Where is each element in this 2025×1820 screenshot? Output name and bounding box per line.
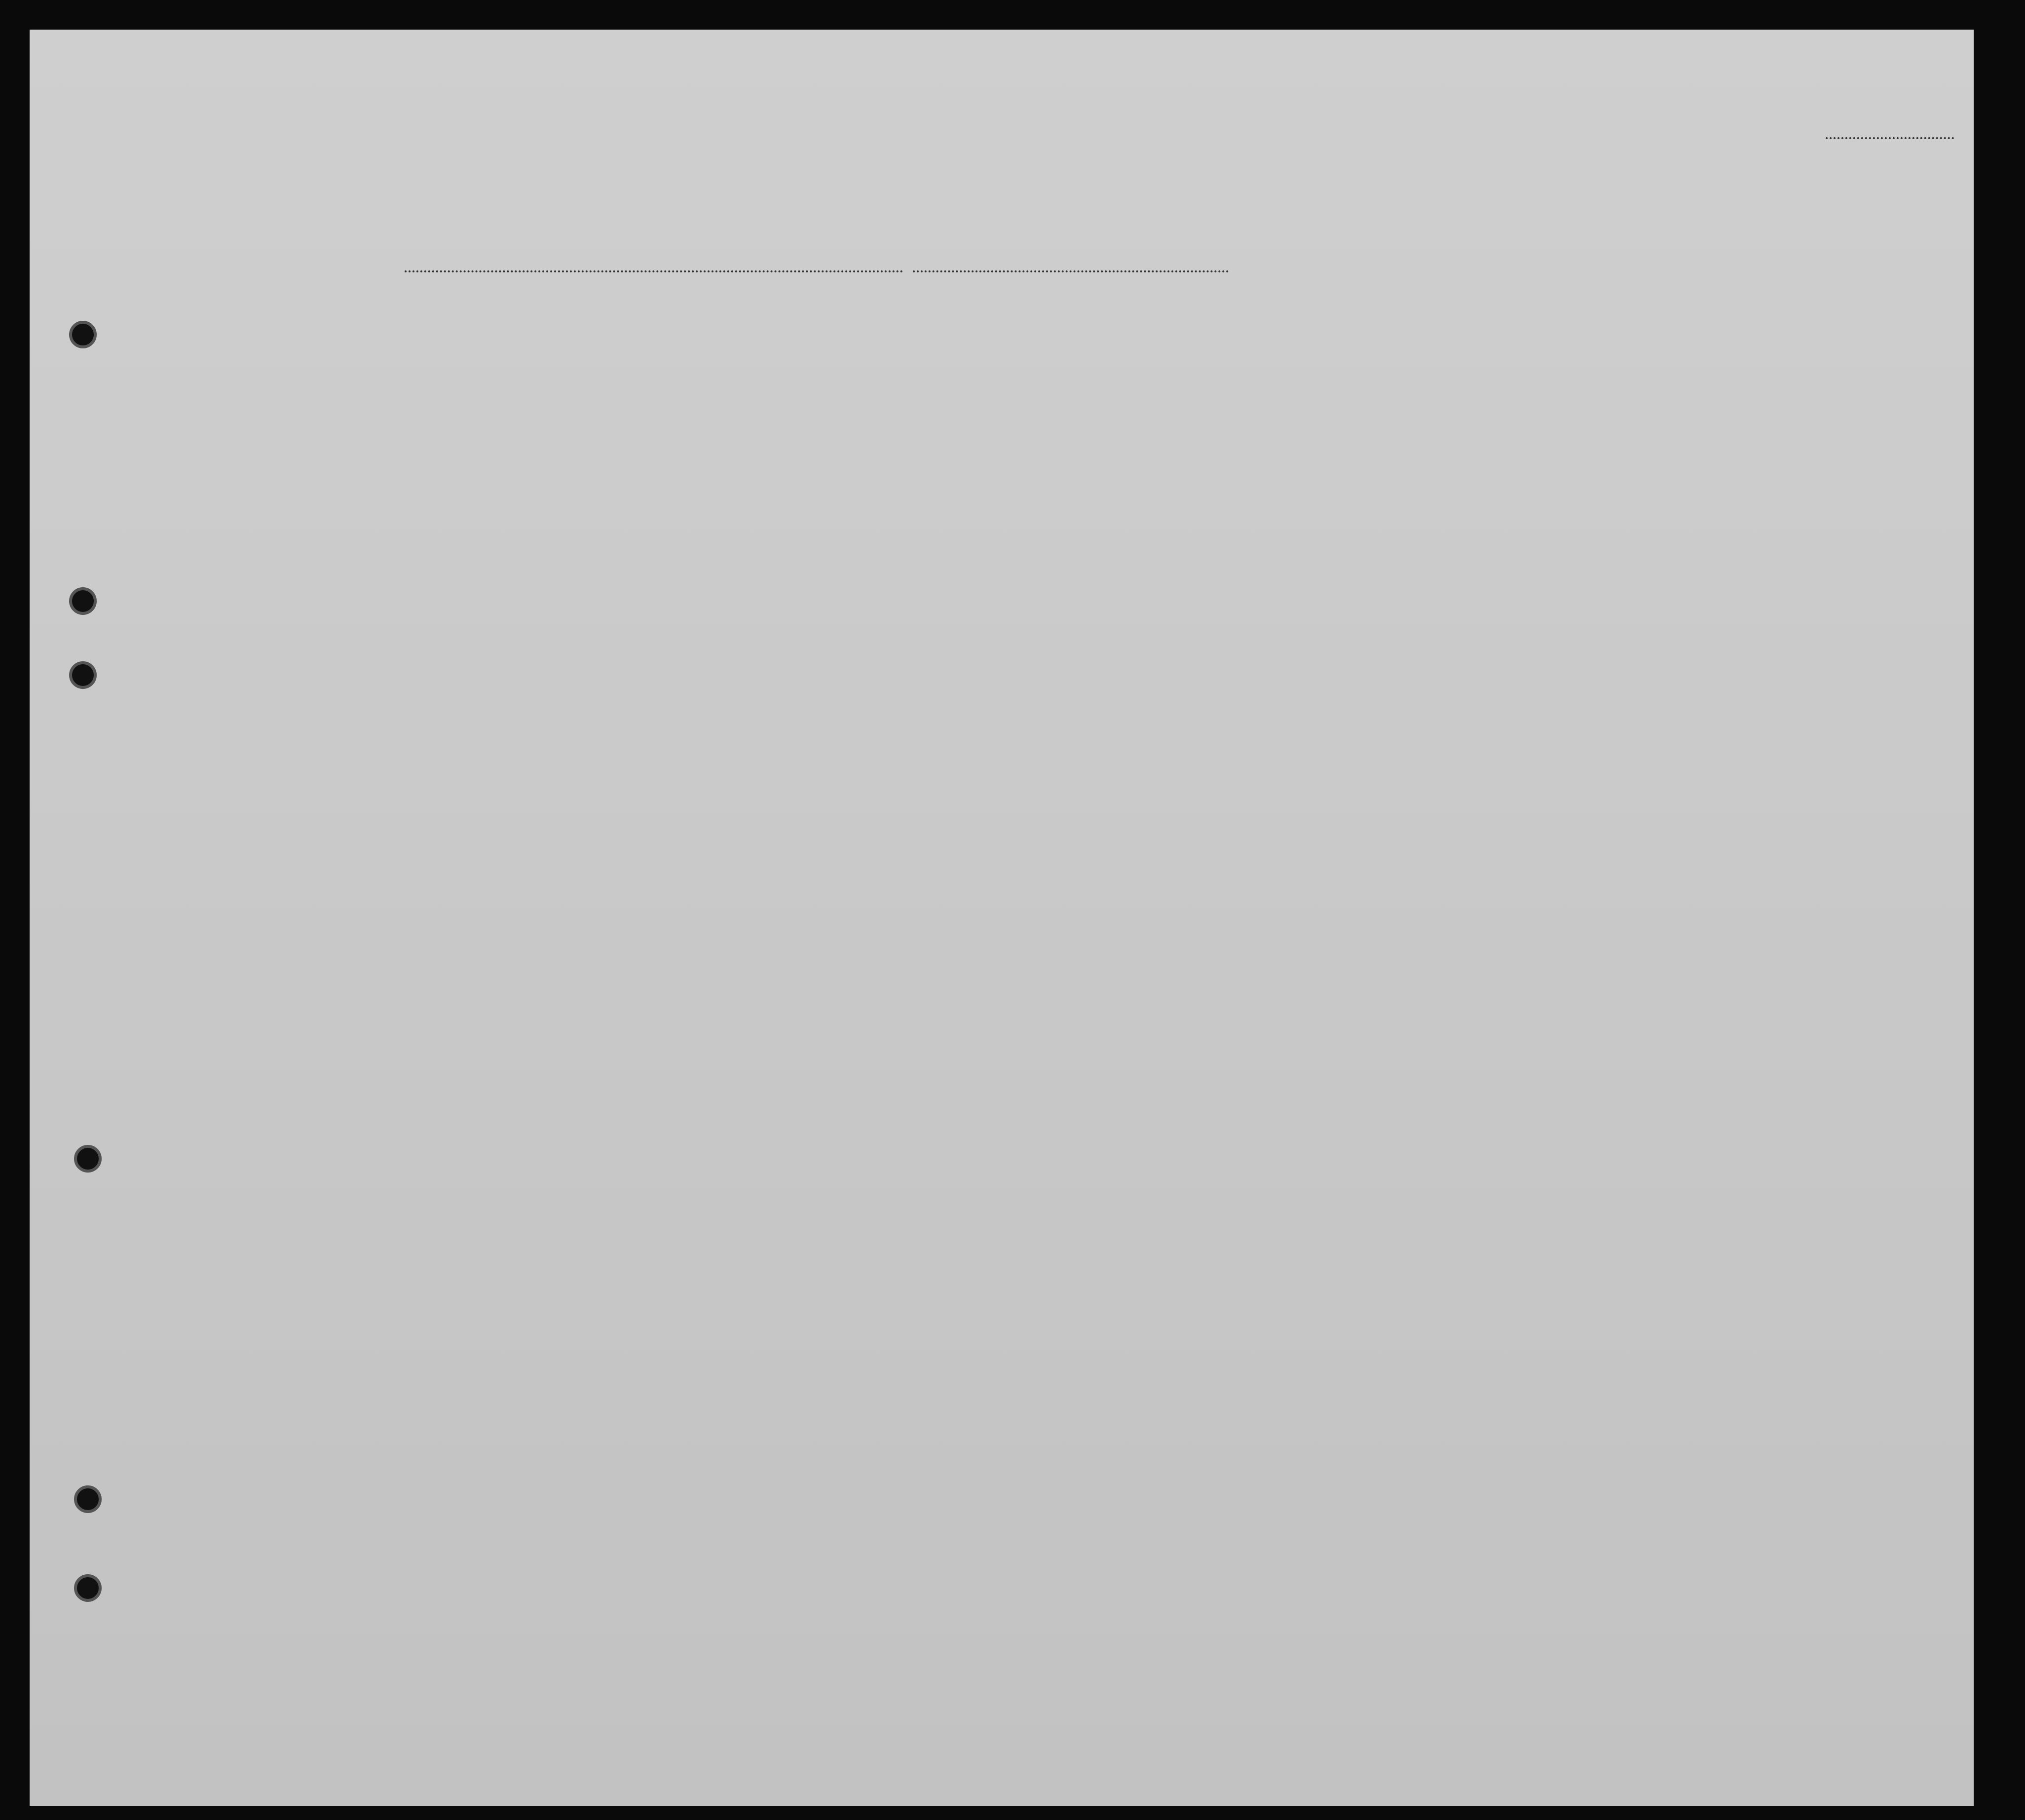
binder-hole (74, 1574, 102, 1602)
manifest-sheet (30, 30, 1974, 1806)
binder-hole (69, 321, 97, 348)
manifest-grid (30, 30, 1974, 1806)
binder-hole (69, 661, 97, 689)
binder-hole (69, 587, 97, 615)
binder-hole (74, 1485, 102, 1513)
binder-hole (74, 1145, 102, 1173)
